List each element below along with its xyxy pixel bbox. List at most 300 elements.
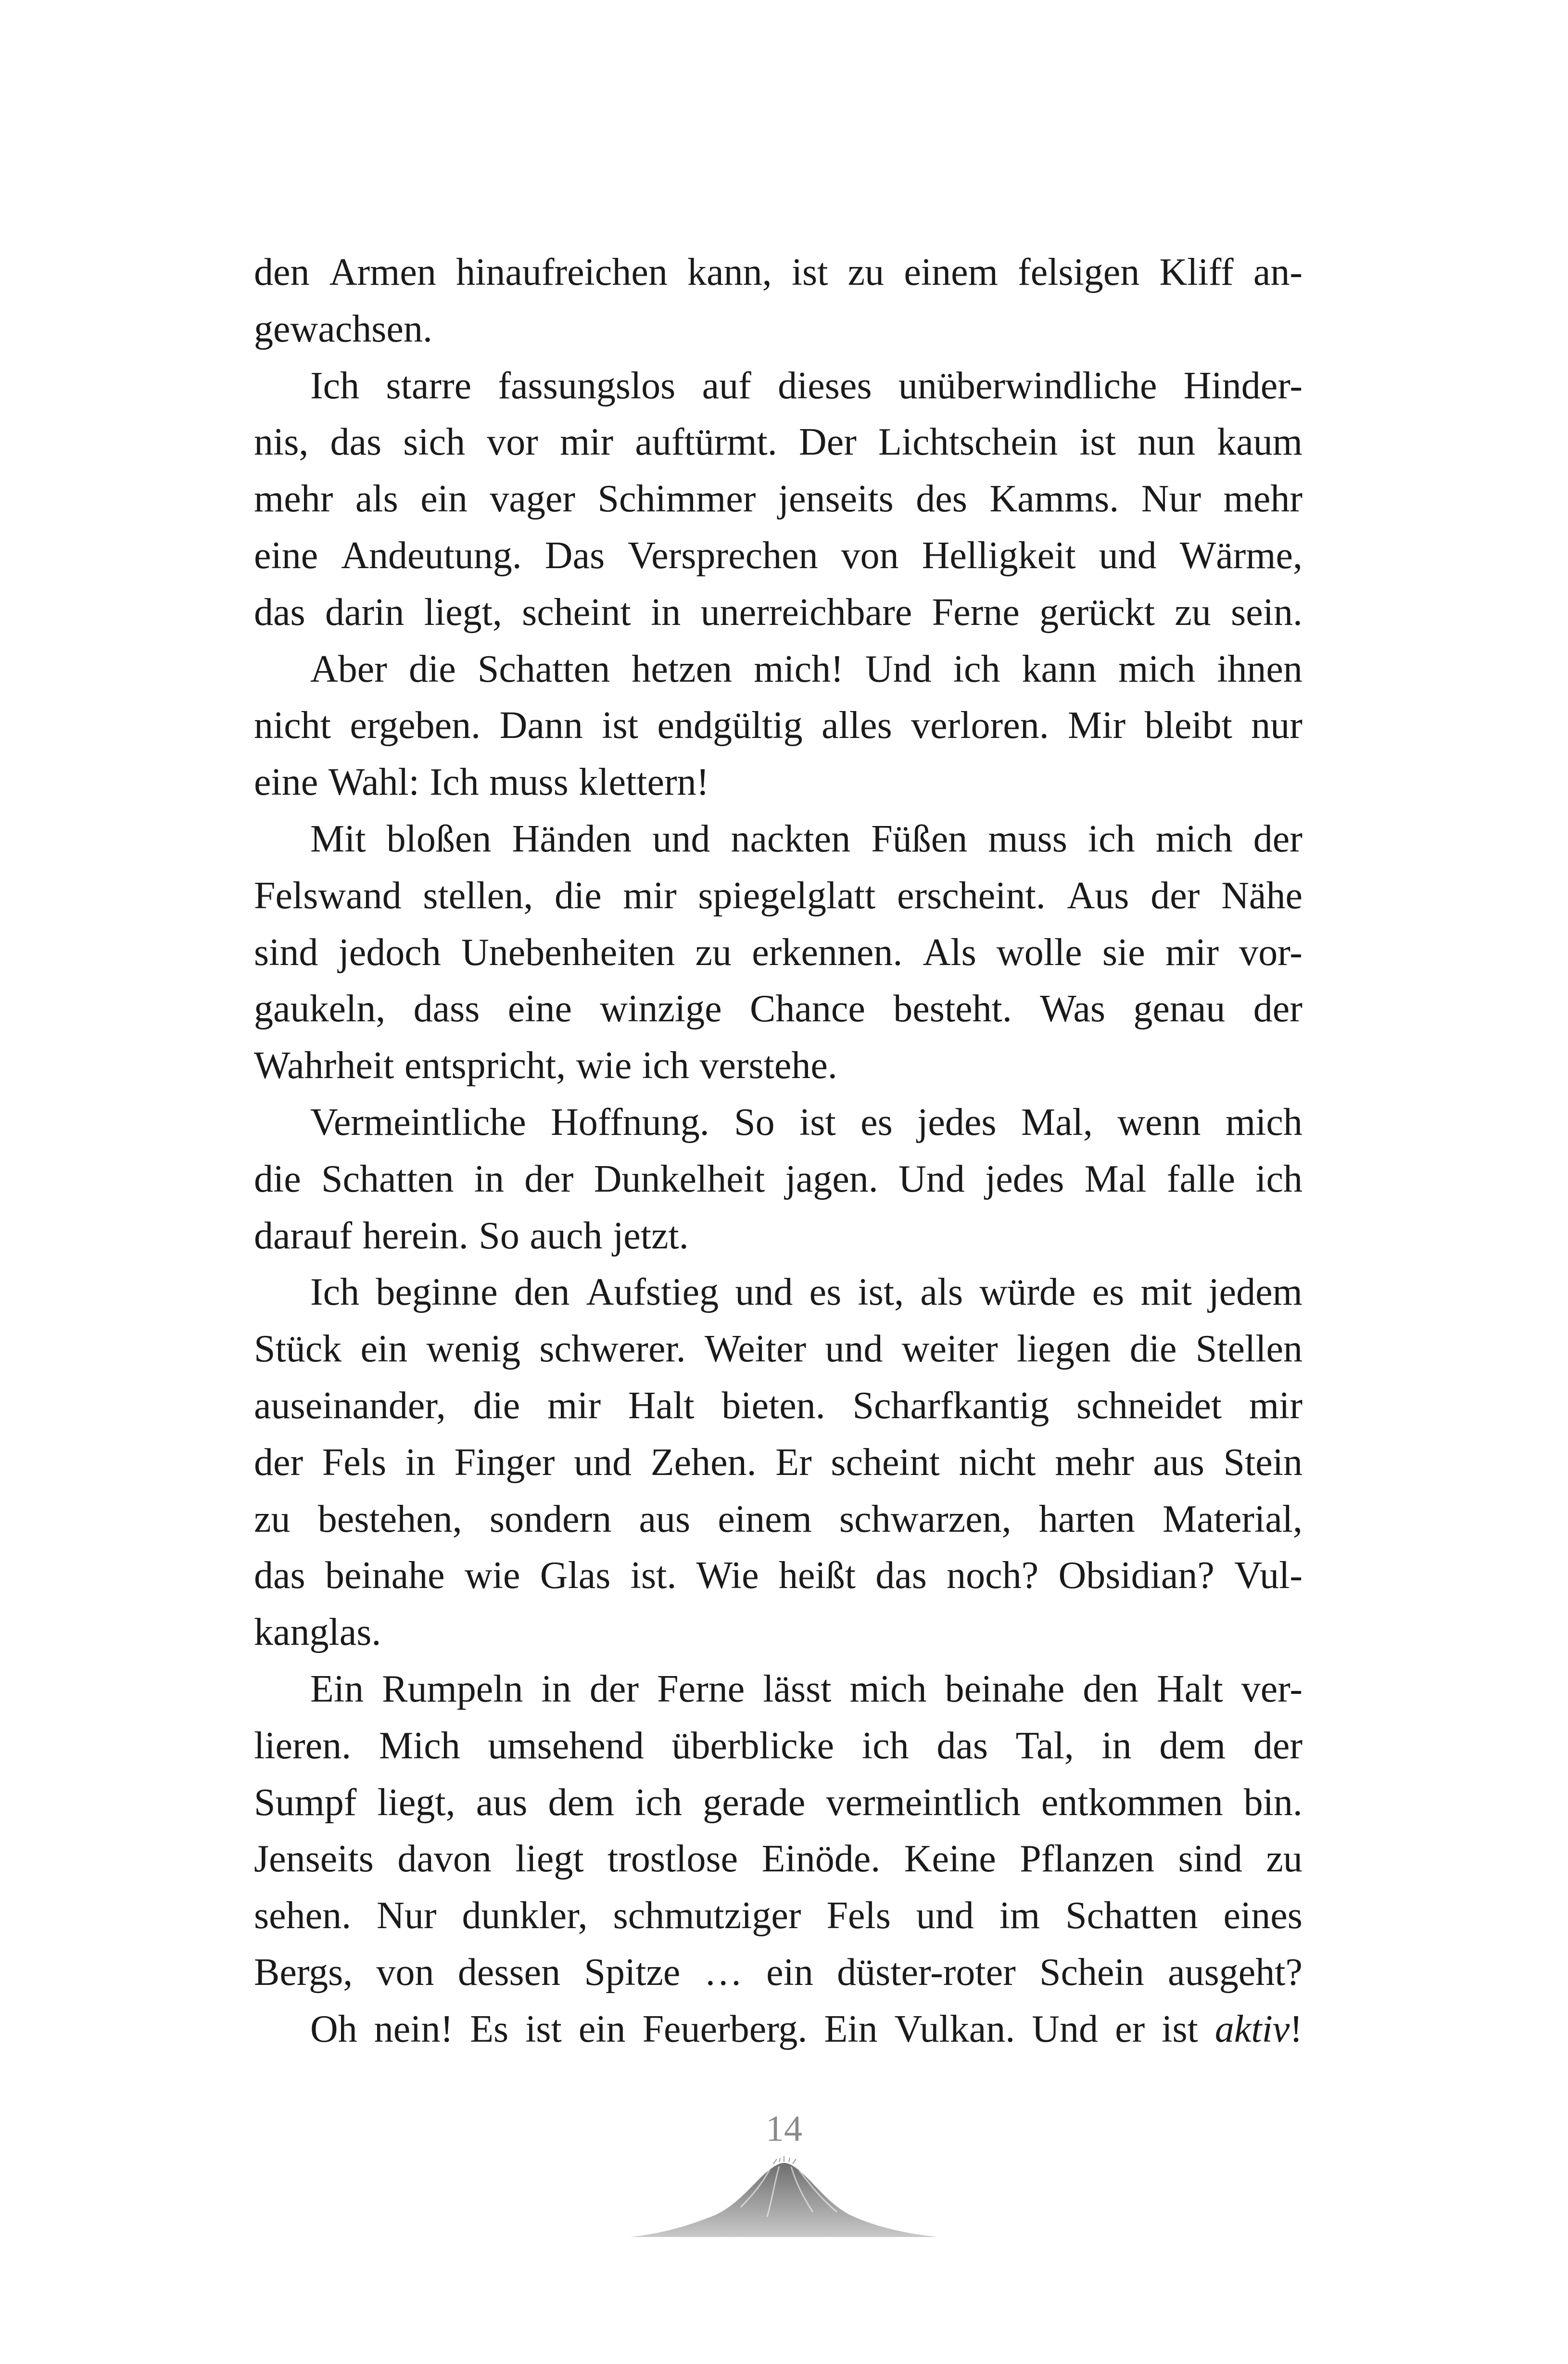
word: sehen. [254,1894,352,1937]
word: auf [702,364,751,407]
text-line [254,585,1302,641]
word: Bergs, [254,1951,353,1994]
word: ein [578,2008,626,2050]
word: eines [1223,1894,1302,1937]
word: Schimmer [597,478,756,521]
text-line [254,698,1302,754]
word: auseinander, [254,1384,446,1427]
word: kann, [687,251,772,293]
word: die [1129,1328,1177,1371]
word: ein [360,1328,408,1371]
word: Als [923,931,976,974]
word: Jenseits [254,1838,374,1881]
word: verloren. [911,704,1049,747]
text-line [254,528,1302,585]
word: liegt, [377,1781,455,1824]
word: von [841,534,899,577]
word: muss [489,761,569,804]
word: Lichtschein [878,421,1058,464]
text-line [254,1945,1302,2001]
word: dass [413,988,480,1030]
text-line [254,1604,1302,1661]
word: mir [1165,931,1219,974]
word: gaukeln, [254,988,386,1030]
word: mich [849,1667,927,1710]
page-number: 14 [766,2109,802,2149]
word: Das [544,534,605,577]
word: ist [1162,2008,1198,2050]
word: dieses [778,364,872,407]
word: lieren. [254,1724,352,1767]
word: aktiv! [1214,2008,1302,2050]
word: schwarzen, [839,1498,1012,1540]
word: in [474,1157,504,1200]
word: Ferne [657,1667,745,1710]
word: Felswand [254,874,402,917]
text-line [254,925,1302,981]
word: nicht [254,704,331,747]
word: ergeben. [350,704,481,747]
word: ein [420,478,468,521]
word: Material, [1163,1498,1302,1540]
volcano-mountain-icon [630,2145,938,2241]
word: nun [1138,421,1196,464]
word: mich [1225,1101,1302,1144]
word: zu [1266,1838,1302,1881]
word: davon [397,1838,492,1881]
word: liegen [1016,1328,1111,1371]
word: liegt, [424,591,502,634]
word: Helligkeit [922,534,1076,577]
word: ausgeht? [1168,1951,1302,1994]
word: ist [791,251,828,293]
word: und [574,1441,632,1484]
word: mir [623,874,677,917]
word: sind [1178,1838,1242,1881]
word: sind [254,931,318,974]
word: trostlose [607,1838,738,1881]
text-line [254,414,1302,471]
word: ich [861,1724,909,1767]
word: Feuerberg. [642,2008,808,2050]
word: nicht [959,1441,1036,1484]
word: ihnen [1217,648,1302,690]
word: hetzen [632,648,733,690]
word: Halt [628,1384,695,1427]
word: unüberwindliche [898,364,1157,407]
text-line [254,1435,1302,1491]
word: Schatten [477,648,610,690]
word: Vermeintliche [310,1101,526,1144]
text-line [254,1038,1302,1094]
word: harten [1038,1498,1135,1540]
text-line [254,1718,1302,1775]
word: darin [325,591,405,634]
text-line [254,1491,1302,1548]
word: Wahrheit [254,1044,394,1087]
word: ist. [630,1554,677,1597]
word: dessen [457,1951,561,1994]
word: es [1092,1271,1125,1314]
word: wolle [996,931,1082,974]
word: Oh [310,2008,357,2050]
word: Wärme, [1179,534,1302,577]
word: in [1101,1724,1132,1767]
word: beginne [376,1271,498,1314]
word: Scharfkantig [852,1384,1050,1427]
word: sein. [1231,591,1302,634]
word: felsigen [1018,251,1140,293]
word: sondern [489,1498,612,1540]
text-line [254,1661,1302,1718]
word: wenig [426,1328,521,1371]
word: schneidet [1076,1384,1222,1427]
word: klettern! [579,761,709,804]
word: jagen. [785,1157,878,1200]
word: lässt [763,1667,832,1710]
word: Der [798,421,857,464]
word: Schein [1039,1951,1144,1994]
word: herein. [362,1214,468,1257]
word: die [555,874,602,917]
word: und [916,1894,974,1937]
text-line [254,244,1302,301]
word: Mal, [1021,1101,1093,1144]
text-line [254,1775,1302,1831]
word: eine [507,988,572,1030]
word: mir [1249,1384,1302,1427]
text-line [254,1888,1302,1945]
word: heißt [778,1554,856,1597]
word: der [1253,817,1302,860]
word: an- [1253,251,1302,293]
word: Ferne [932,591,1020,634]
word: die [254,1157,301,1200]
word: Keine [904,1838,996,1881]
word: stellen, [423,874,533,917]
word: mehr [1223,478,1302,521]
text-line [254,1378,1302,1435]
word: ver- [1241,1667,1302,1710]
word: kanglas. [254,1611,381,1654]
word: das [254,1554,305,1597]
text-line [254,471,1302,528]
word: im [999,1894,1040,1937]
word: sich [403,421,466,464]
text-line [254,1321,1302,1378]
word: den [254,251,310,293]
text-line [254,811,1302,868]
word: Sumpf [254,1781,357,1824]
word: weiter [901,1328,998,1371]
word: kaum [1217,421,1302,464]
word: ich [642,1044,689,1087]
word: ist, [858,1271,904,1314]
word: ich [953,648,1000,690]
word: hinaufreichen [456,251,668,293]
word: spiegelglatt [698,874,876,917]
word: mich [1155,817,1233,860]
word: zu [847,251,885,293]
word: Nur [1141,478,1201,521]
word: Mir [1068,704,1126,747]
word: erkennen. [752,931,903,974]
word: Obsidian? [1058,1554,1214,1597]
word: jetzt. [613,1214,689,1257]
word: die [473,1384,520,1427]
word: Dunkelheit [594,1157,765,1200]
text-line [254,868,1302,925]
word: entspricht, [404,1044,566,1087]
word: ist [1079,421,1116,464]
word: ein [766,1951,813,1994]
word: der [1151,874,1200,917]
word: dunkler, [462,1894,588,1937]
word: jedes [985,1157,1064,1200]
word: umsehend [488,1724,644,1767]
word: jedoch [338,931,441,974]
word: mich! [754,648,844,690]
word: jenseits [778,478,894,521]
word: Aber [310,648,387,690]
word: Finger [454,1441,555,1484]
text-line [254,358,1302,415]
word: Pflanzen [1020,1838,1155,1881]
word: er [1115,2008,1145,2050]
word: Fels [322,1441,387,1484]
word: Zehen. [650,1441,757,1484]
word: Andeutung. [341,534,522,577]
word: Unebenheiten [461,931,675,974]
word: das [330,421,382,464]
word: gewachsen. [254,307,432,350]
text-line [254,754,1302,811]
word: falle [1166,1157,1235,1200]
text-line [254,981,1302,1038]
word: Chance [750,988,865,1030]
word: aus [1153,1441,1204,1484]
word: der [1253,988,1302,1030]
word: Händen [512,817,632,860]
word: eine [254,761,318,804]
word: beinahe [945,1667,1065,1710]
word: Aus [1067,874,1129,917]
word: bloßen [386,817,492,860]
text-line [254,641,1302,698]
word: So [479,1214,519,1257]
word: Es [470,2008,509,2050]
word: … [704,1951,743,1994]
word: Einöde. [761,1838,881,1881]
word: ich [1255,1157,1302,1200]
word: Mich [379,1724,460,1767]
word: wenn [1117,1101,1201,1144]
word: es [860,1101,893,1144]
word: besteht. [893,988,1012,1030]
word: von [376,1951,434,1994]
word: vor- [1239,931,1302,974]
word: das [875,1554,927,1597]
word: der [1253,1724,1302,1767]
word: die [409,648,456,690]
word: Tal, [1015,1724,1074,1767]
word: genau [1133,988,1226,1030]
word: endgültig [657,704,803,747]
word: So [734,1101,775,1144]
text-line [254,301,1302,358]
body-text [254,244,1302,2058]
word: alles [822,704,892,747]
word: aus [476,1781,528,1824]
word: Stück [254,1328,342,1371]
word: Und [865,648,932,690]
text-line [254,1548,1302,1604]
word: wie [464,1554,520,1597]
word: gerade [703,1781,806,1824]
word: Weiter [704,1328,807,1371]
word: Und [1032,2008,1099,2050]
word: der [524,1157,574,1200]
word: jedes [917,1101,997,1144]
word: in [541,1667,571,1710]
text-line [254,1831,1302,1888]
word: Was [1040,988,1106,1030]
word: Halt [1157,1667,1223,1710]
word: Rumpeln [382,1667,523,1710]
word: beinahe [325,1554,445,1597]
word: Wahl: [328,761,419,804]
word: Nur [377,1894,437,1937]
text-line [254,1151,1302,1208]
word: den [514,1271,570,1314]
word: aus [639,1498,691,1540]
word: Ein [824,2008,878,2050]
word: zu [695,931,732,974]
word: scheint [522,591,631,634]
word: ich [1087,817,1135,860]
word: nein! [374,2008,454,2050]
word: nackten [731,817,851,860]
word: und [825,1328,883,1371]
word: scheint [831,1441,940,1484]
word: Versprechen [628,534,818,577]
word: das [254,591,305,634]
word: kann [1022,648,1097,690]
word: schwerer. [539,1328,686,1371]
word: Ich [430,761,479,804]
word: Ein [310,1667,364,1710]
word: in [651,591,681,634]
word: vor [487,421,538,464]
word: gerückt [1039,591,1155,634]
word: Aufstieg [586,1271,719,1314]
word: der [589,1667,639,1710]
word: Ich [310,1271,360,1314]
word: ist [602,704,638,747]
word: zu [254,1498,291,1540]
word: erscheint. [897,874,1046,917]
word: überblicke [671,1724,835,1767]
word: schmutziger [613,1894,801,1937]
word: mir [547,1384,601,1427]
word: Ich [310,364,360,407]
word: mit [1140,1271,1192,1314]
word: Mit [310,817,366,860]
word: starre [386,364,472,407]
word: bestehen, [317,1498,462,1540]
word: vager [490,478,576,521]
word: Er [775,1441,812,1484]
word: winzige [600,988,722,1030]
word: jedem [1208,1271,1302,1314]
word: auch [530,1214,603,1257]
word: verstehe. [699,1044,837,1087]
word: düster-roter [837,1951,1016,1994]
word: ich [635,1781,683,1824]
word: mehr [1055,1441,1134,1484]
word: Armen [329,251,436,293]
word: ist [525,2008,562,2050]
word: würde [979,1271,1076,1314]
word: Kliff [1159,251,1234,293]
text-line [254,1094,1302,1151]
word: es [809,1271,842,1314]
word: mich [1118,648,1196,690]
word: muss [988,817,1067,860]
word: unerreichbare [700,591,912,634]
word: in [405,1441,435,1484]
word: und [1099,534,1157,577]
word: dem [548,1781,615,1824]
word: der [254,1441,303,1484]
word: ist [799,1101,836,1144]
word: Schatten [321,1157,454,1200]
word: auftürmt. [635,421,777,464]
word: Fels [826,1894,891,1937]
word: Füßen [871,817,968,860]
word: eine [254,534,318,577]
word: Glas [540,1554,611,1597]
word: einem [904,251,998,293]
word: Dann [499,704,583,747]
word: nur [1251,704,1302,747]
word: Spitze [584,1951,681,1994]
word: Und [898,1157,965,1200]
word: Hinder- [1183,364,1302,407]
word: nis, [254,421,309,464]
word: fassungslos [498,364,676,407]
word: und [652,817,710,860]
word: Nähe [1221,874,1302,917]
word: Mal [1084,1157,1147,1200]
word: Stein [1223,1441,1302,1484]
word: Stellen [1195,1328,1302,1371]
word: noch? [947,1554,1039,1597]
word: Schatten [1065,1894,1198,1937]
word: vermeintlich [826,1781,1021,1824]
word: Vul- [1234,1554,1302,1597]
word: mehr [254,478,333,521]
word: liegt [515,1838,584,1881]
text-line [254,2001,1302,2058]
word: bin. [1243,1781,1302,1824]
word: dem [1159,1724,1226,1767]
word: zu [1175,591,1211,634]
word: bleibt [1144,704,1232,747]
word: wie [576,1044,632,1087]
word: Kamms. [989,478,1119,521]
word: Hoffnung. [551,1101,709,1144]
